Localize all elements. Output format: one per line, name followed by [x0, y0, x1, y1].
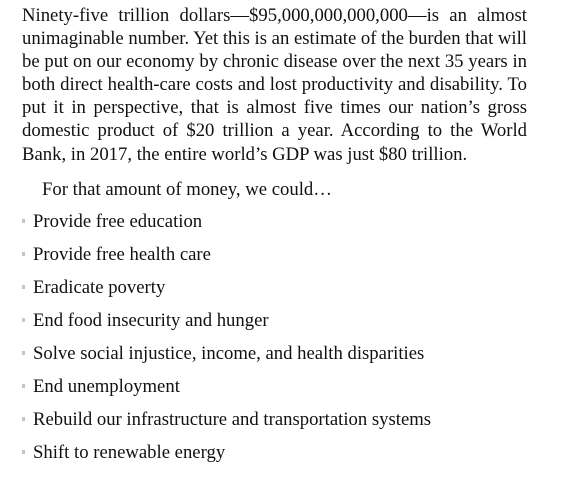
list-item-text: Rebuild our infrastructure and transportation systems	[33, 408, 432, 430]
list-lead-in: For that amount of money, we could…	[42, 178, 332, 200]
list-item-text: End food insecurity and hunger	[33, 309, 269, 331]
list-item	[22, 375, 527, 398]
list-item	[22, 342, 527, 365]
list-item	[22, 408, 527, 431]
bullet-icon	[22, 384, 25, 388]
bullet-icon	[22, 417, 25, 421]
bullet-icon	[22, 450, 25, 454]
bullet-icon	[22, 219, 25, 223]
list-item-text: End unemployment	[33, 375, 180, 397]
bullet-icon	[22, 351, 25, 355]
list-item-text: Solve social injustice, income, and health disparities	[33, 342, 425, 364]
list-item	[22, 441, 527, 464]
list-item	[22, 309, 527, 332]
bullet-icon	[22, 285, 25, 289]
list-item	[22, 276, 527, 299]
list-item-text: Provide free education	[33, 210, 203, 232]
list-item-text: Shift to renewable energy	[33, 441, 226, 463]
body-paragraph: Ninety-five trillion dollars—$95,000,000,000,000—is an almost unimaginable number. Yet this is an estimate of the burden that will be put on our economy by chronic disease over the next 35 years in both direct health-care costs and lost productivity and disability. To put it in perspective, that is almost five times our nation’s gross domestic product of $20 trillion a year. According to the World Bank, in 2017, the entire world’s GDP was just $80 trillion.	[22, 5, 527, 165]
list-item	[22, 243, 527, 266]
bullet-list	[22, 210, 527, 464]
document-page	[22, 4, 527, 464]
bullet-icon	[22, 252, 25, 256]
bullet-icon	[22, 318, 25, 322]
list-item-text: Eradicate poverty	[33, 276, 166, 298]
list-item-text: Provide free health care	[33, 243, 211, 265]
list-item	[22, 210, 527, 233]
